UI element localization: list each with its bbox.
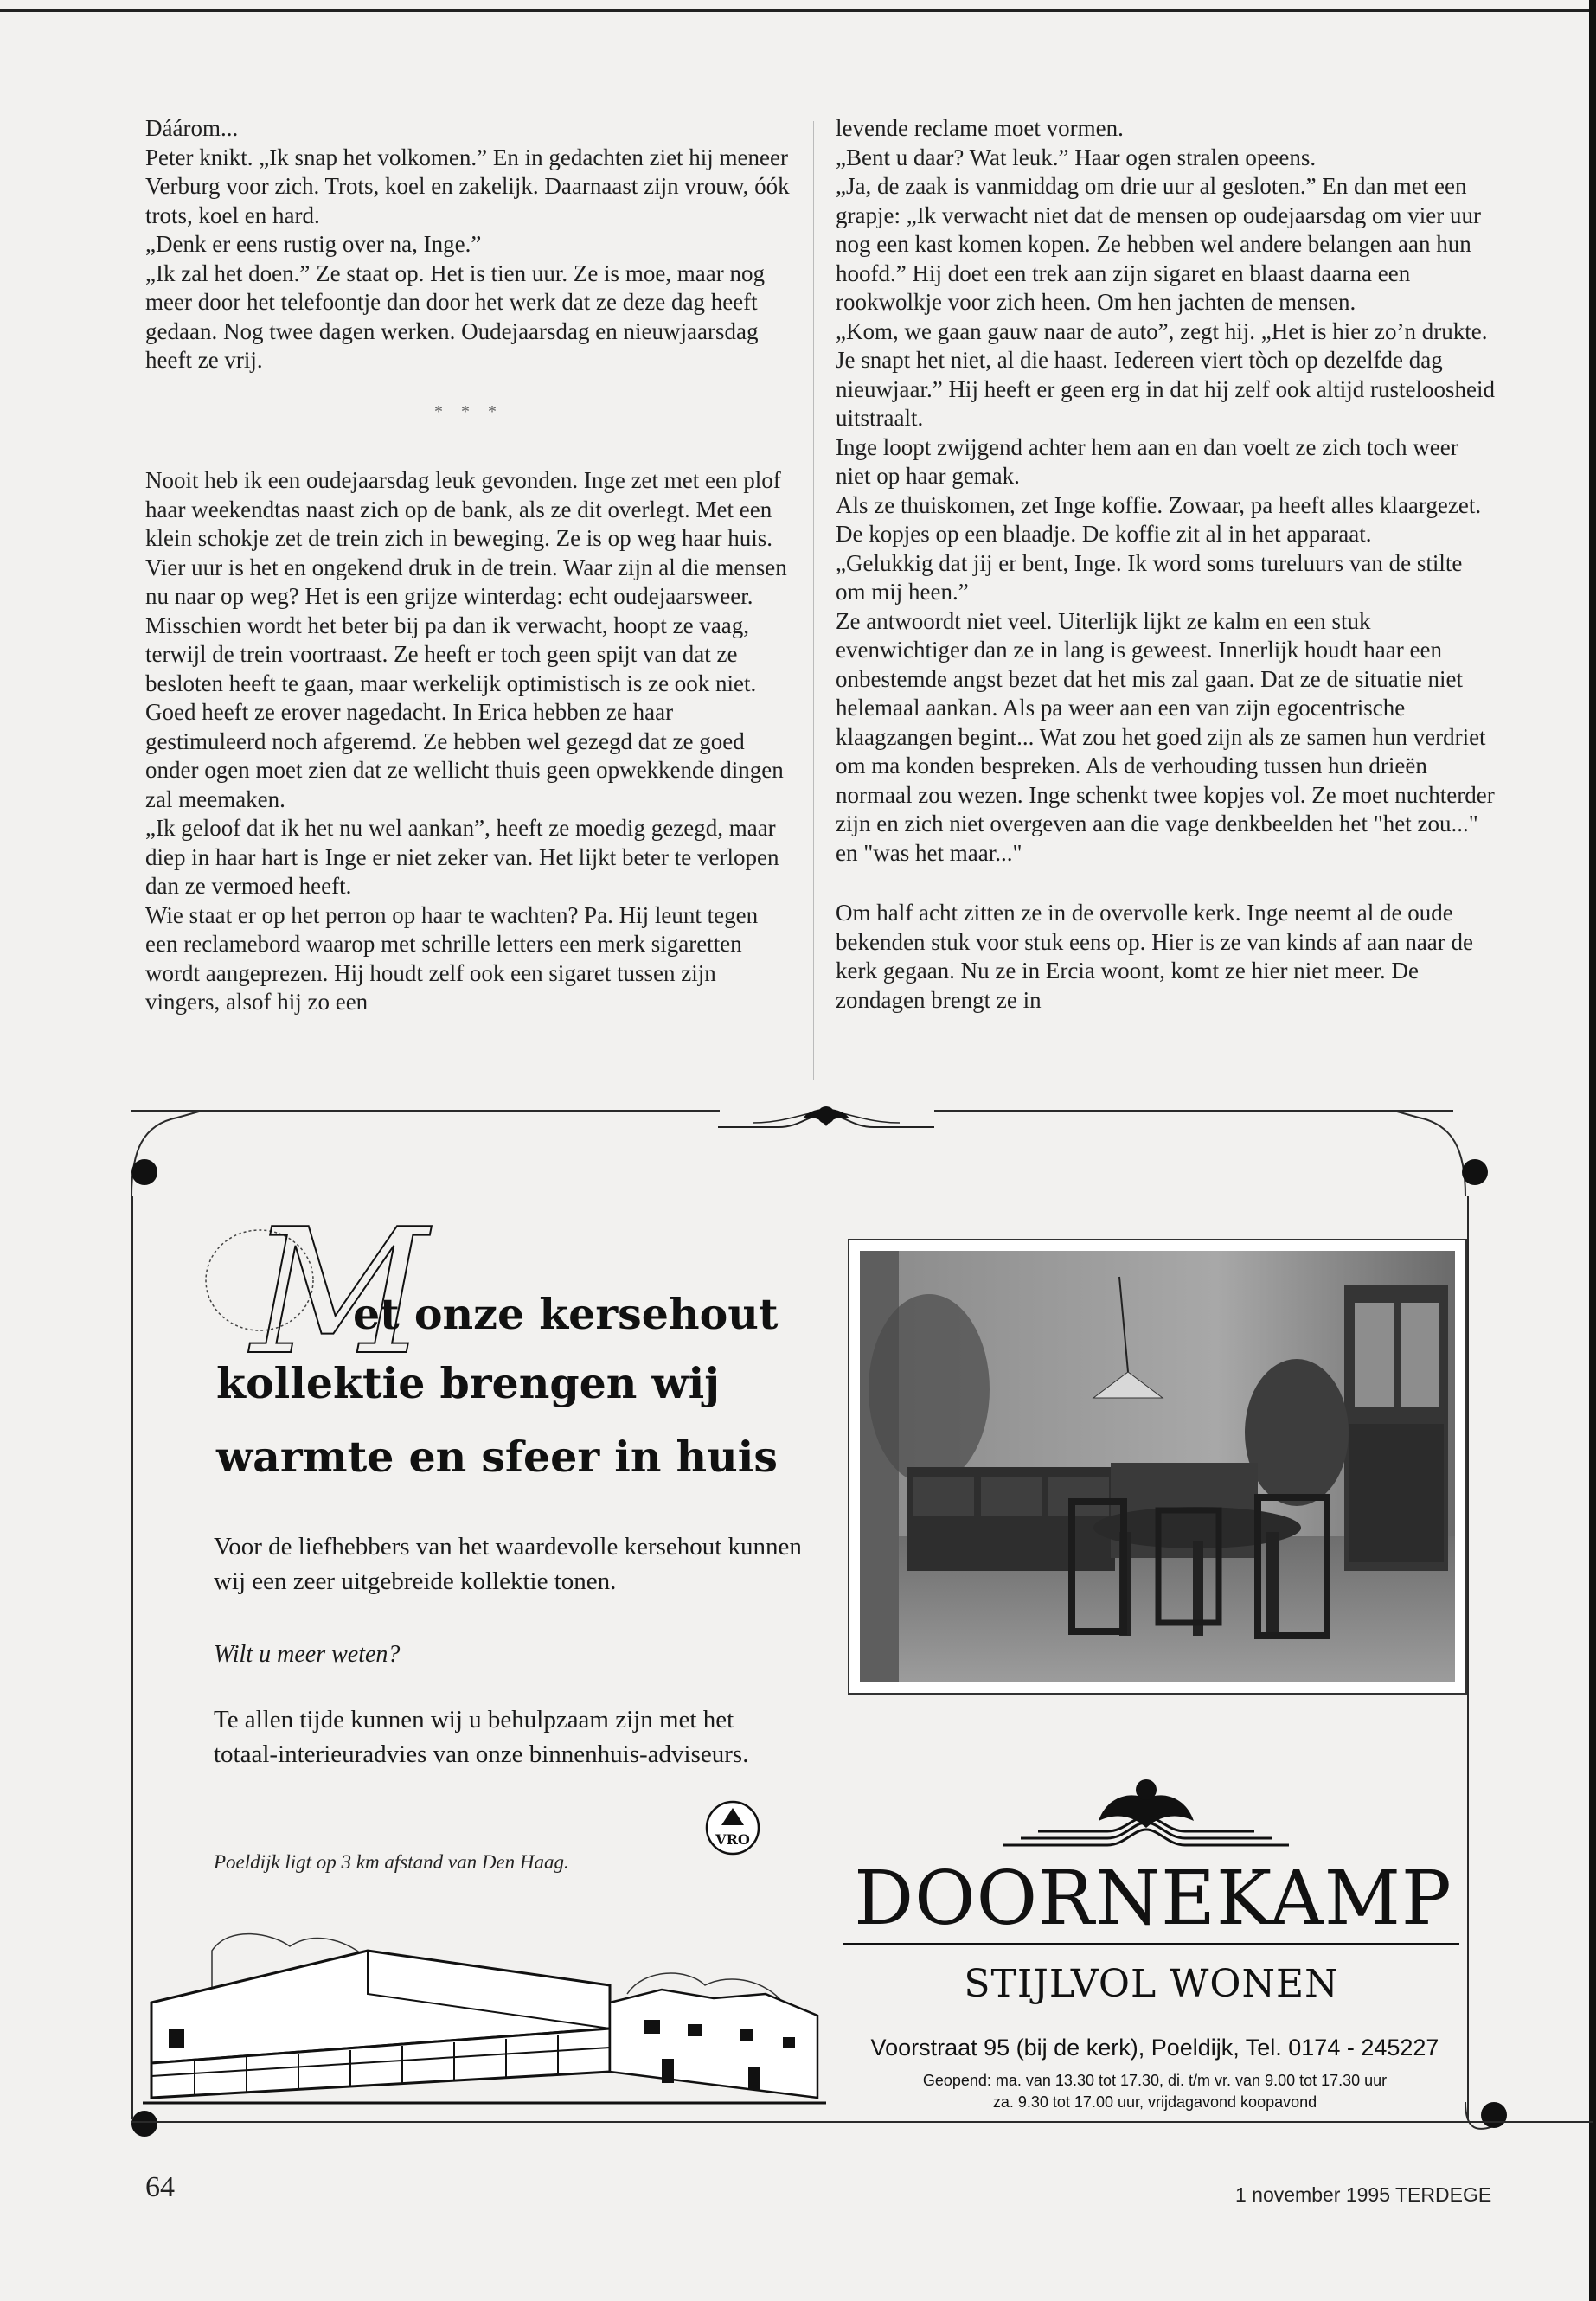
ad-bottom-rule: [131, 2121, 1593, 2123]
ad-body-text: Voor de liefhebbers van het waardevolle kersehout kunnen wij een zeer uitgebreide kollektie tonen.: [214, 1533, 802, 1595]
paragraph: Inge loopt zwijgend achter hem aan en dan voelt ze zich toch weer niet op haar gemak.: [836, 433, 1458, 489]
showroom-photo: [848, 1239, 1467, 1695]
ad-caption: Poeldijk ligt op 3 km afstand van Den Haag.: [214, 1851, 569, 1873]
corner-dot: [1481, 2102, 1507, 2128]
store-building-illustration: [143, 1899, 826, 2115]
paragraph: Als ze thuiskomen, zet Inge koffie. Zowaar, pa heeft alles klaargezet. De kopjes op een blaadje. De koffie zit al in het apparaat.: [836, 491, 1482, 547]
paragraph: „Kom, we gaan gauw naar de auto”, zegt hij. „Het is hier zo’n drukte. Je snapt het niet, al die haast. Iedereen viert tòch op dezelfde dag nieuwjaar.” Hij heeft er geen erg in dat hij zelf ook altijd rusteloosheid uitstraalt.: [836, 317, 1495, 431]
paragraph: „Ja, de zaak is vanmiddag om drie uur al gesloten.” En dan met een grapje: „Ik verwacht niet dat de mensen op oudejaarsdag om vier uur nog een kast komen kopen. Ze hebben wel andere belangen aan hun hoofd.” Hij doet een trek aan zijn sigaret en blaast daarna een rookwolkje voor zich heen. Om hen jachten de mensen.: [836, 173, 1481, 315]
brand-rule: [843, 1943, 1459, 1945]
section-separator: * * *: [434, 401, 503, 421]
opening-hours: [852, 2070, 1458, 2113]
corner-dot: [1462, 1159, 1488, 1185]
paragraph: Nooit heb ik een oudejaarsdag leuk gevonden. Inge zet met een plof haar weekendtas naast zich op de bank, als ze dit overlegt. Met een klein schokje zet de trein zich in beweging. Ze is op weg haar huis. Vier uur is het en ongekend druk in de trein. Waar zijn al die mensen nu naar op weg? Het is een grijze winterdag: echt oudejaarsweer.: [145, 467, 787, 609]
ad-headline-line-1: et onze kersehout: [353, 1289, 779, 1339]
ad-body-text: Te allen tijde kunnen wij u behulpzaam zijn met het totaal-interieuradvies van onze binnenhuis-adviseurs.: [214, 1706, 749, 1768]
opening-hours-line: za. 9.30 tot 17.00 uur, vrijdagavond koopavond: [992, 2093, 1317, 2111]
brand-name: DOORNEKAMP: [854, 1856, 1452, 1942]
paragraph: Om half acht zitten ze in de overvolle kerk. Inge neemt al de oude bekenden stuk voor stuk eens op. Hier is ze van kinds af aan naar de kerk gegaan. Nu ze in Ercia woont, komt ze hier niet meer. De zondagen brengt ze in: [836, 900, 1474, 1013]
paragraph: Misschien wordt het beter bij pa dan ik verwacht, hoopt ze vaag, terwijl de trein voortraast. Ze heeft er toch geen spijt van dat ze besloten heeft te gaan, maar werkelijk optimistisch is ze ook niet.: [145, 612, 757, 696]
ad-headline-line-3: warmte en sfeer in huis: [216, 1432, 778, 1482]
vro-badge: [704, 1799, 761, 1856]
paragraph: „Ik zal het doen.” Ze staat op. Het is tien uur. Ze is moe, maar nog meer door het telefoontje dan door het werk dat ze deze dag heeft gedaan. Nog twee dagen werken. Oudejaarsdag en nieuwjaarsdag heeft ze vrij.: [145, 260, 766, 373]
paragraph: Peter knikt. „Ik snap het volkomen.” En in gedachten ziet hij meneer Verburg voor zich. Trots, koel en zakelijk. Daarnaast zijn vrouw, óók trots, koel en hard.: [145, 144, 790, 228]
dining-room-image: [860, 1251, 1455, 1682]
paragraph: Dáárom...: [145, 115, 239, 141]
paragraph: „Ik geloof dat ik het nu wel aankan”, heeft ze moedig gezegd, maar diep in haar hart is Inge er niet zeker van. Het lijkt beter te verlopen dan ze vermoed heeft.: [145, 815, 779, 899]
publication-date: 1 november 1995 TERDEGE: [1235, 2183, 1492, 2206]
ad-headline-line-2: kollektie brengen wij: [216, 1358, 720, 1408]
paragraph: Goed heeft ze erover nagedacht. In Erica hebben ze haar gestimuleerd noch afgeremd. Ze hebben wel gezegd dat ze goed onder ogen moet zien dat ze wellicht thuis geen opwekkende dingen zal meemaken.: [145, 699, 784, 812]
ad-question: Wilt u meer weten?: [214, 1641, 401, 1668]
initial-letter: M: [251, 1192, 428, 1394]
paragraph: „Gelukkig dat jij er bent, Inge. Ik word soms tureluurs van de stilte om mij heen.”: [836, 549, 1463, 605]
paragraph: „Denk er eens rustig over na, Inge.”: [145, 231, 482, 257]
opening-hours-line: Geopend: ma. van 13.30 tot 17.30, di. t/m vr. van 9.00 tot 17.30 uur: [922, 2072, 1388, 2089]
paragraph: Ze antwoordt niet veel. Uiterlijk lijkt ze kalm en een stuk evenwichtiger dan ze in lang is geweest. Innerlijk houdt haar een onbestemde angst bezet dat het mis zal gaan. Dat ze de situatie niet helemaal aankan. Als pa weer aan een van zijn egocentrische klaagzangen begint... Wat zou het goed zijn als ze samen hun verdriet om ma konden bespreken. Als de verhouding tussen hun drieën normaal zou wezen. Inge schenkt twee kopjes vol. Ze moet nuchterder zijn en zich niet overgeven aan die vage denkbeelden het "het zou..." en "was het maar...": [836, 607, 1495, 866]
paragraph: levende reclame moet vormen.: [836, 115, 1124, 141]
paragraph: „Bent u daar? Wat leuk.” Haar ogen stralen opeens.: [836, 144, 1317, 170]
vro-label: VRO: [715, 1831, 750, 1848]
page-number: 64: [145, 2171, 175, 2203]
paragraph: Wie staat er op het perron op haar te wachten? Pa. Hij leunt tegen een reclamebord waarop met schrille letters een merk sigaretten wordt aangeprezen. Hij houdt zelf ook een sigaret tussen zijn vingers, alsof hij zo een: [145, 901, 759, 1015]
brand-tagline: STIJLVOL WONEN: [964, 1962, 1339, 2006]
doornekamp-logo-icon: [1003, 1778, 1289, 1864]
corner-dot: [131, 1159, 157, 1185]
store-address: Voorstraat 95 (bij de kerk), Poeldijk, Tel. 0174 - 245227: [870, 2035, 1439, 2061]
